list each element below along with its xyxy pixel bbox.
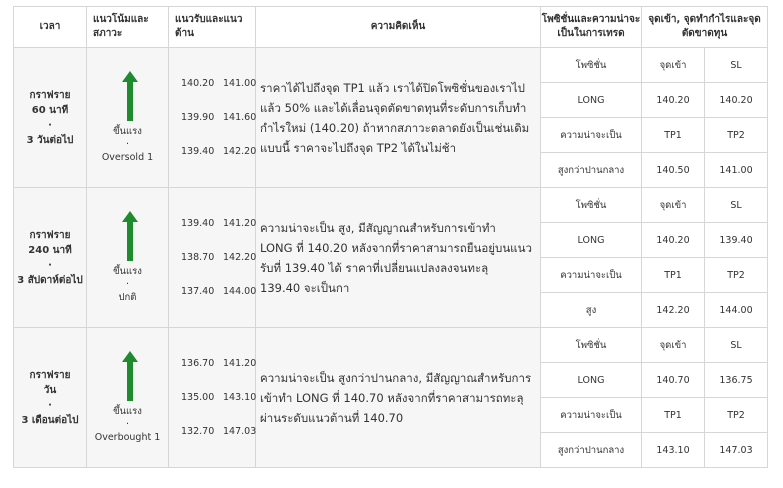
sl-value: 140.20 [705, 83, 768, 118]
tp2-label: TP2 [705, 258, 768, 293]
resistance-level: 143.10 [223, 391, 257, 403]
sl-value: 139.40 [705, 223, 768, 258]
timeframe-dot: · [48, 399, 52, 411]
resistance-level: 141.00 [223, 77, 257, 89]
resistance-level: 144.00 [223, 285, 257, 297]
sr-row-1 [181, 207, 255, 241]
probability-label: ความน่าจะเป็น [541, 398, 642, 433]
header-trend-status: แนวโน้มและสภาวะ [87, 7, 169, 48]
table-row [14, 328, 768, 363]
up-arrow-icon [122, 71, 134, 121]
support-level: 137.40 [181, 285, 215, 297]
position-label: โพซิชั่น [541, 48, 642, 83]
header-position-probability: โพซิชั่นและความน่าจะเป็นในการเทรด [541, 7, 642, 48]
tp1-value: 142.20 [642, 293, 705, 328]
resistance-level: 141.60 [223, 111, 257, 123]
timeframe-dot: · [48, 259, 52, 271]
trend-cell [87, 328, 169, 468]
table-row [14, 48, 768, 83]
trend-strength: ขึ้นแรง [113, 406, 142, 417]
probability-value: สูง [541, 293, 642, 328]
position-label: โพซิชั่น [541, 188, 642, 223]
probability-value: สูงกว่าปานกลาง [541, 153, 642, 188]
tp1-label: TP1 [642, 258, 705, 293]
entry-label: จุดเข้า [642, 188, 705, 223]
comment-cell: ราคาได้ไปถึงจุด TP1 แล้ว เราได้ปิดโพซิชั่นของเราไปแล้ว 50% และได้เลื่อนจุดตัดขาดทุนที่ระดับการเก็บทำกำไรใหม่ (140.20) ถ้าหากสภาวะตลาดยังเป็นเช่นเดิมแบบนี้ ราคาจะไปถึงจุด TP2 ได้ในไม่ช้า [256, 48, 541, 188]
resistance-level: 142.20 [223, 251, 257, 263]
support-level: 135.00 [181, 391, 215, 403]
trend-separator: · [125, 419, 130, 430]
trend-cell [87, 48, 169, 188]
entry-value: 140.70 [642, 363, 705, 398]
timeframe-line-2: 240 นาที [28, 244, 72, 256]
entry-value: 140.20 [642, 223, 705, 258]
timeframe-line-2: 60 นาที [31, 104, 69, 116]
resistance-level: 142.20 [223, 145, 257, 157]
position-value: LONG [541, 363, 642, 398]
position-value: LONG [541, 83, 642, 118]
tp2-value: 141.00 [705, 153, 768, 188]
resistance-level: 147.03 [223, 425, 257, 437]
market-state: ปกติ [118, 292, 137, 303]
entry-label: จุดเข้า [642, 48, 705, 83]
tp1-value: 140.50 [642, 153, 705, 188]
comment-cell: ความน่าจะเป็น สูง, มีสัญญาณสำหรับการเข้าทำ LONG ที่ 140.20 หลังจากที่ราคาสามารถยืนอยู่บนแนวรับที่ 139.40 ได้ ราคาที่เปลี่ยนแปลงลงจนทะลุ 139.40 จะเป็นกา [256, 188, 541, 328]
support-resistance-cell [169, 48, 256, 188]
timeframe-cell [14, 48, 87, 188]
table-header-row [14, 7, 768, 48]
tp1-label: TP1 [642, 398, 705, 433]
comment-cell: ความน่าจะเป็น สูงกว่าปานกลาง, มีสัญญาณสำหรับการเข้าทำ LONG ที่ 140.70 หลังจากที่ราคาสามารถทะลุผ่านระดับแนวต้านที่ 140.70 [256, 328, 541, 468]
support-level: 139.40 [181, 145, 215, 157]
timeframe-cell [14, 188, 87, 328]
sr-row-3 [181, 275, 255, 309]
resistance-level: 141.20 [223, 217, 257, 229]
tp2-value: 147.03 [705, 433, 768, 468]
support-level: 139.90 [181, 111, 215, 123]
timeframe-line-1: กราฟราย [29, 89, 71, 101]
support-resistance-cell [169, 328, 256, 468]
header-comment: ความคิดเห็น [256, 7, 541, 48]
support-level: 140.20 [181, 77, 215, 89]
resistance-level: 141.20 [223, 357, 257, 369]
tp2-label: TP2 [705, 118, 768, 153]
header-entry-tp-sl: จุดเข้า, จุดทำกำไรและจุดตัดขาดทุน [642, 7, 768, 48]
sl-label: SL [705, 328, 768, 363]
sr-row-1 [181, 67, 255, 101]
trend-cell [87, 188, 169, 328]
timeframe-horizon: 3 เดือนต่อไป [21, 414, 79, 426]
support-level: 139.40 [181, 217, 215, 229]
market-state: Oversold 1 [101, 152, 154, 163]
up-arrow-icon [122, 211, 134, 261]
timeframe-dot: · [48, 119, 52, 131]
sl-label: SL [705, 48, 768, 83]
timeframe-cell [14, 328, 87, 468]
timeframe-horizon: 3 สัปดาห์ต่อไป [17, 274, 83, 286]
support-level: 132.70 [181, 425, 215, 437]
table-row [14, 188, 768, 223]
sr-row-3 [181, 415, 255, 449]
timeframe-horizon: 3 วันต่อไป [26, 134, 74, 146]
sr-row-2 [181, 101, 255, 135]
sl-value: 136.75 [705, 363, 768, 398]
trend-separator: · [125, 279, 130, 290]
tp1-value: 143.10 [642, 433, 705, 468]
position-value: LONG [541, 223, 642, 258]
timeframe-line-1: กราฟราย [29, 229, 71, 241]
probability-value: สูงกว่าปานกลาง [541, 433, 642, 468]
timeframe-line-2: วัน [43, 384, 57, 396]
market-state: Overbought 1 [94, 432, 161, 443]
sr-row-3 [181, 135, 255, 169]
tp2-value: 144.00 [705, 293, 768, 328]
support-level: 136.70 [181, 357, 215, 369]
sr-row-2 [181, 381, 255, 415]
entry-label: จุดเข้า [642, 328, 705, 363]
header-support-resistance: แนวรับและแนวต้าน [169, 7, 256, 48]
trend-separator: · [125, 139, 130, 150]
sr-row-1 [181, 347, 255, 381]
probability-label: ความน่าจะเป็น [541, 118, 642, 153]
trend-strength: ขึ้นแรง [113, 126, 142, 137]
probability-label: ความน่าจะเป็น [541, 258, 642, 293]
sr-row-2 [181, 241, 255, 275]
position-label: โพซิชั่น [541, 328, 642, 363]
sl-label: SL [705, 188, 768, 223]
support-level: 138.70 [181, 251, 215, 263]
support-resistance-cell [169, 188, 256, 328]
up-arrow-icon [122, 351, 134, 401]
header-time: เวลา [14, 7, 87, 48]
timeframe-line-1: กราฟราย [29, 369, 71, 381]
tp2-label: TP2 [705, 398, 768, 433]
tp1-label: TP1 [642, 118, 705, 153]
forecast-table [13, 6, 768, 468]
trend-strength: ขึ้นแรง [113, 266, 142, 277]
entry-value: 140.20 [642, 83, 705, 118]
